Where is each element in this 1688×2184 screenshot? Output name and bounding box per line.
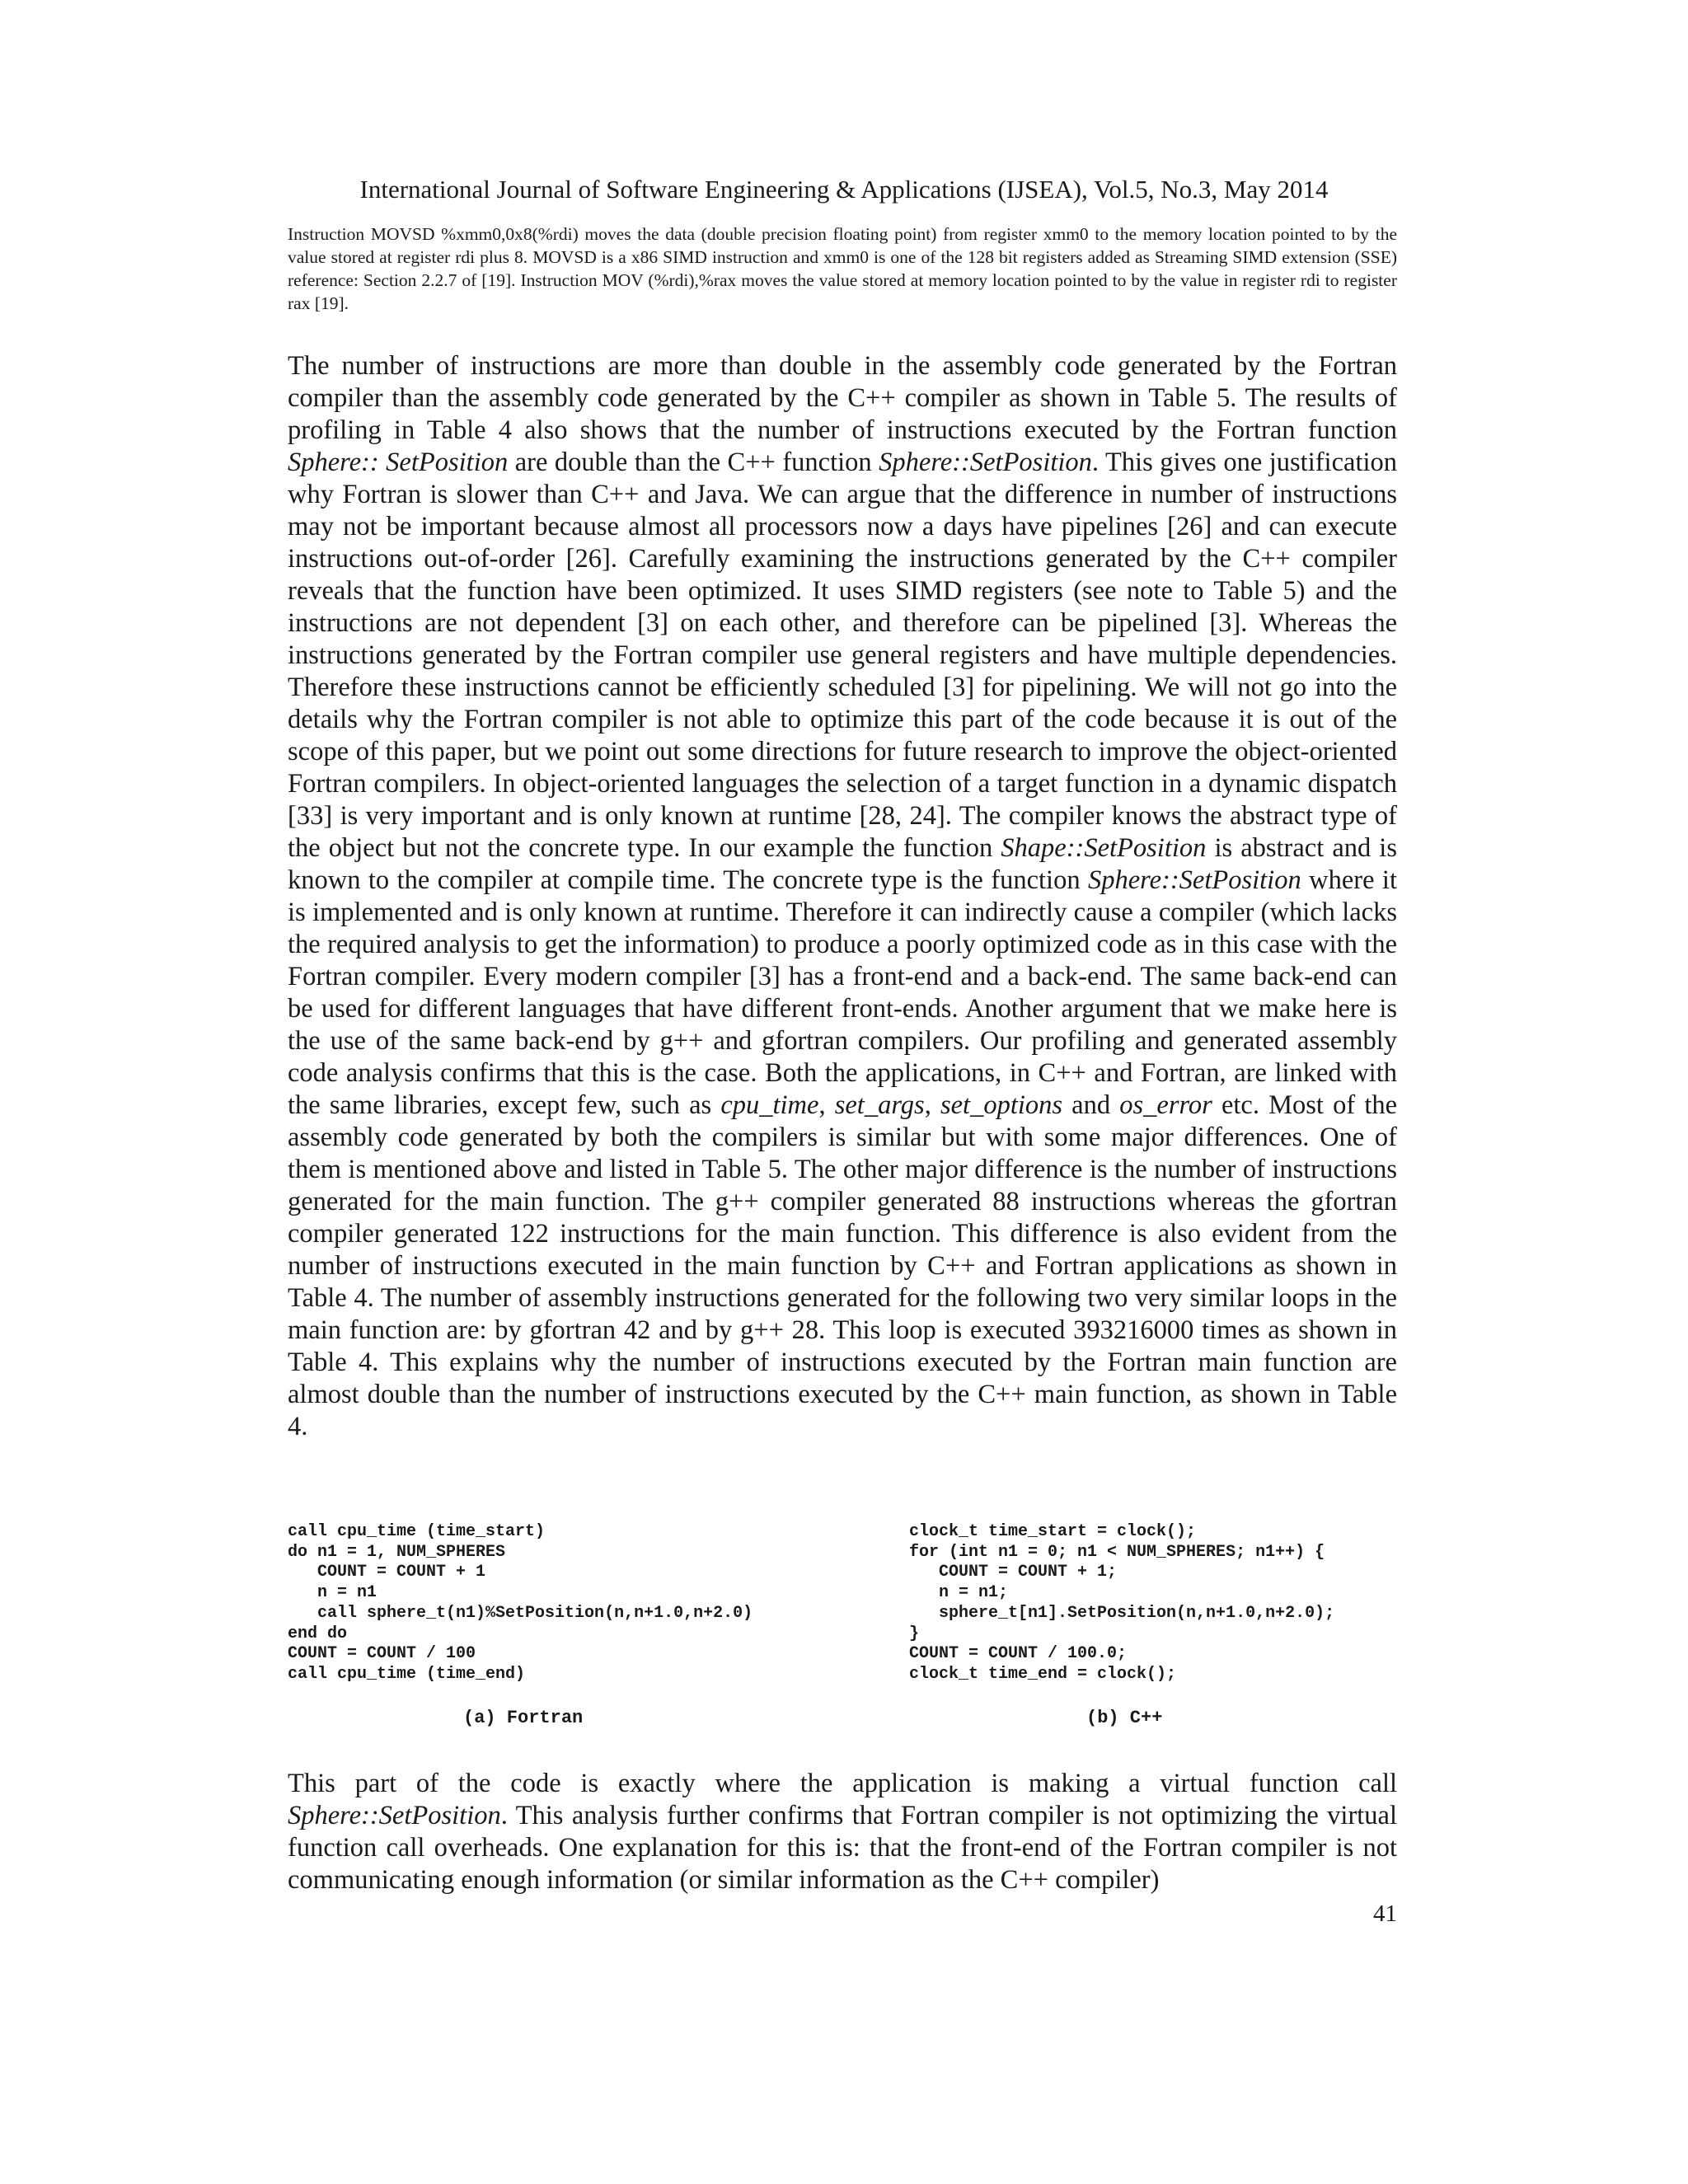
text-run: are double than the C++ function: [508, 448, 879, 477]
cpp-caption: (b) C++: [1086, 1708, 1163, 1728]
page-number: 41: [1373, 1900, 1397, 1927]
table-note: Instruction MOVSD %xmm0,0x8(%rdi) moves the data (double precision floating point) from register xmm0 to the memory location pointed to by the value stored at register rdi plus 8. MOVSD is a x86 SIMD instruction and xmm0 is one of the 128 bit registers added as Streaming SIMD extension (SSE) reference: Section 2.2.7 of [19]. Instruction MOV (%rdi),%rax moves the value stored at memory location pointed to by the value in register rdi to register rax [19].: [288, 224, 1397, 313]
cpp-code-listing: [909, 1522, 1334, 1685]
code-line: call cpu_time (time_start): [288, 1522, 546, 1541]
code-line: }: [909, 1624, 920, 1643]
text-run: This part of the code is exactly where the application is making a virtual function call: [288, 1769, 1397, 1798]
code-line: clock_t time_end = clock();: [909, 1664, 1177, 1684]
text-run: and: [1062, 1090, 1120, 1120]
italic-term: Sphere:: SetPosition: [288, 448, 509, 477]
italic-term: Shape::SetPosition: [1001, 833, 1207, 863]
italic-term: set_options: [940, 1090, 1063, 1120]
code-line: end do: [288, 1624, 348, 1643]
code-line: COUNT = COUNT / 100: [288, 1644, 476, 1664]
code-line: call sphere_t(n1)%SetPosition(n,n+1.0,n+2.0): [288, 1603, 753, 1623]
code-line: n = n1: [288, 1583, 377, 1603]
code-line: clock_t time_start = clock();: [909, 1522, 1197, 1541]
italic-term: set_args: [834, 1090, 925, 1120]
text-run: where it is implemented and is only known at runtime. Therefore it can indirectly cause a compiler (which lacks the required analysis to get the information) to produce a poorly optimized code as in this case with the Fortran compiler. Every modern compiler [3] has a front-end and a back-end. The same back-end can be used for different languages that have different front-ends. Another argument that we make here is the use of the same back-end by g++ and gfortran compilers. Our profiling and generated assembly code analysis confirms that this is the case. Both the applications, in C++ and Fortran, are linked with the same libraries, except few, such as: [288, 865, 1397, 1120]
code-line: COUNT = COUNT / 100.0;: [909, 1644, 1128, 1664]
text-run: . This gives one justification why Fortran is slower than C++ and Java. We can argue that the difference in number of instructions may not be important because almost all processors now a days have pipelines [26] and can execute instructions out-of-order [26]. Carefully examining the instructions generated by the C++ compiler reveals that the function have been optimized. It uses SIMD registers (see note to Table 5) and the instructions are not dependent [3] on each other, and therefore can be pipelined [3]. Whereas the instructions generated by the Fortran compiler use general registers and have multiple dependencies. Therefore these instructions cannot be efficiently scheduled [3] for pipelining. We will not go into the details why the Fortran compiler is not able to optimize this part of the code because it is out of the scope of this paper, but we point out some directions for future research to improve the object-oriented Fortran compilers. In object-oriented languages the selection of a target function in a dynamic dispatch [33] is very important and is only known at runtime [28, 24]. The compiler knows the abstract type of the object but not the concrete type. In our example the function: [288, 448, 1397, 863]
body-paragraph-2: [288, 1768, 1397, 1896]
text-run: ,: [924, 1090, 940, 1120]
text-run: ,: [818, 1090, 835, 1120]
fortran-caption: (a) Fortran: [463, 1708, 584, 1728]
italic-term: Sphere::SetPosition: [1087, 865, 1301, 895]
text-run: etc. Most of the assembly code generated by both the compilers is similar but with some major differences. One of them is mentioned above and listed in Table 5. The other major difference is the number of instructions generated for the main function. The g++ compiler generated 88 instructions whereas the gfortran compiler generated 122 instructions for the main function. This difference is also evident from the number of instructions executed in the main function by C++ and Fortran applications as shown in Table 4. The number of assembly instructions generated for the following two very similar loops in the main function are: by gfortran 42 and by g++ 28. This loop is executed 393216000 times as shown in Table 4. This explains why the number of instructions executed by the Fortran main function are almost double than the number of instructions executed by the C++ main function, as shown in Table 4.: [288, 1090, 1398, 1441]
code-line: COUNT = COUNT + 1;: [909, 1563, 1118, 1582]
italic-term: Sphere::SetPosition: [879, 448, 1092, 477]
journal-header: International Journal of Software Engineering & Applications (IJSEA), Vol.5, No.3, May 2014: [359, 175, 1329, 204]
text-run: is abstract and is known to the compiler at compile time. The concrete type is the function: [288, 833, 1397, 895]
fortran-code-listing: [288, 1522, 753, 1685]
text-run: . This analysis further confirms that Fortran compiler is not optimizing the virtual function call overheads. One explanation for this is: that the front-end of the Fortran compiler is not communicating enough information (or similar information as the C++ compiler): [288, 1801, 1397, 1895]
code-line: do n1 = 1, NUM_SPHERES: [288, 1542, 506, 1562]
code-line: for (int n1 = 0; n1 < NUM_SPHERES; n1++) {: [909, 1542, 1325, 1562]
code-line: COUNT = COUNT + 1: [288, 1563, 486, 1582]
italic-term: os_error: [1119, 1090, 1212, 1120]
code-line: sphere_t[n1].SetPosition(n,n+1.0,n+2.0);: [909, 1603, 1335, 1623]
code-line: n = n1;: [909, 1583, 1009, 1603]
text-run: The number of instructions are more than double in the assembly code generated by the Fortran compiler than the assembly code generated by the C++ compiler as shown in Table 5. The results of profiling in Table 4 also shows that the number of instructions executed by the Fortran function: [288, 351, 1397, 445]
body-paragraph-1: [288, 350, 1397, 1443]
italic-term: Sphere::SetPosition: [288, 1801, 501, 1830]
code-line: call cpu_time (time_end): [288, 1664, 526, 1684]
italic-term: cpu_time: [720, 1090, 819, 1120]
